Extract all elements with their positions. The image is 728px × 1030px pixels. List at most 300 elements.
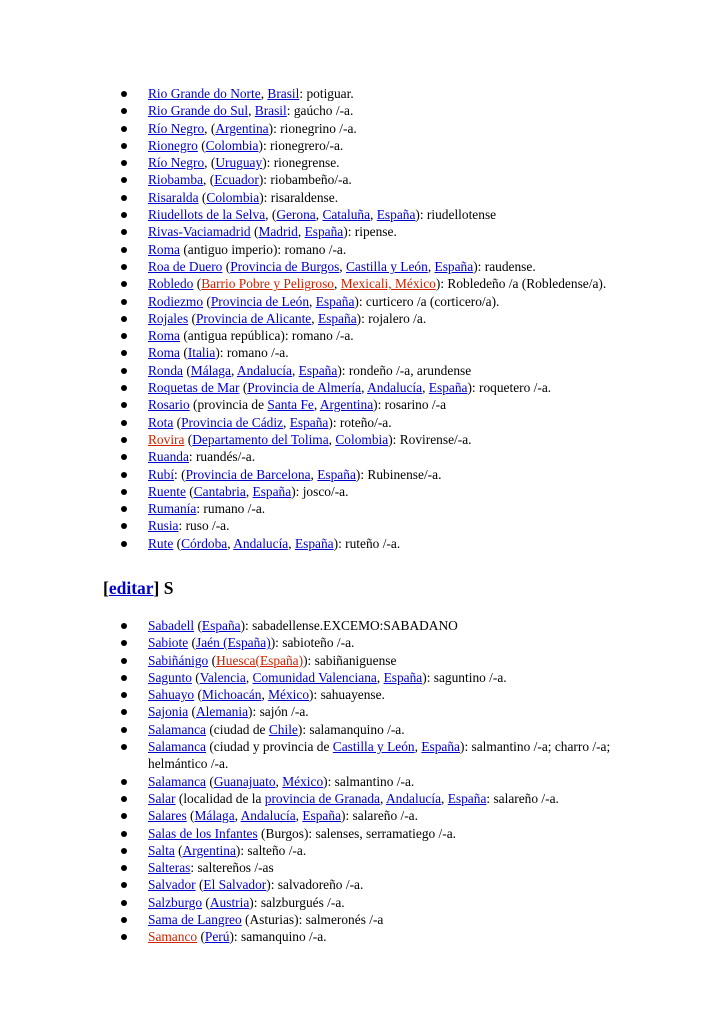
entry-text: ( [173,535,182,551]
bullet-icon [121,744,127,750]
list-item [0,876,728,893]
bullet-icon [121,831,127,837]
article-link[interactable]: Jaén (España) [195,635,271,651]
article-link[interactable]: Rosario [148,397,190,413]
article-link[interactable]: Ruanda [148,449,189,465]
list-item [0,807,728,824]
entry-text: ): sahuayense. [309,687,385,703]
article-link[interactable]: España [304,224,344,240]
entry-text: ( [203,293,211,309]
bullet-icon [121,437,127,443]
article-link[interactable]: Valencia [199,669,246,685]
entry-text: ( [173,414,182,430]
entry-text: ): roquetero /-a. [467,380,552,396]
list-item [0,721,728,738]
entry-text: ): rionegrense. [262,155,340,171]
entry-text: ): rosarino /-a [373,397,447,413]
entry-text: , ( [265,207,277,223]
entry-text: , [260,86,268,101]
entry-text: (Asturias): salmeronés /-a [241,912,384,928]
list-item [0,894,728,911]
bullet-icon [121,640,127,646]
bullet-icon [121,727,127,733]
article-link[interactable]: Departamento del Tolima [192,431,329,447]
bullet-icon [121,489,127,495]
entry-text: ): riudellotense [415,207,497,223]
entry-text: ( [185,483,194,499]
demonym-list-s [0,617,728,946]
list-item [0,137,728,154]
entry-text: ): sabadellense.EXCEMO:SABADANO [240,618,458,633]
article-link[interactable]: Málaga [194,808,235,824]
article-link[interactable]: Provincia de Cádiz [181,414,283,430]
list-item [0,790,728,807]
entry-text: (ciudad de [206,721,269,737]
list-item [0,859,728,876]
list-item [0,223,728,240]
article-link[interactable]: Rubí [148,466,175,482]
entry-text: ): samanquino /-a. [229,929,327,945]
article-link[interactable]: Salta [148,842,175,858]
entry-text: ): ripense. [343,224,397,240]
list-item [0,414,728,431]
bullet-icon [121,281,127,287]
article-link[interactable]: Sabadell [148,618,195,633]
entry-text: : potiguar. [299,86,354,101]
demonym-list-r [0,85,728,552]
missing-article-link[interactable]: Huesca(España) [216,652,304,668]
article-link[interactable]: España [447,790,487,806]
bullet-icon [121,541,127,547]
article-link[interactable]: España [289,414,329,430]
missing-article-link[interactable]: Samanco [148,929,198,945]
entry-text: ( [188,635,196,651]
bullet-icon [121,917,127,923]
entry-text: , [310,466,318,482]
entry-text: : ruso /-a. [178,518,230,534]
article-link[interactable]: Argentina [215,120,269,136]
article-link[interactable]: Riudellots de la Selva [148,207,266,223]
article-link[interactable]: Provincia de Barcelona [185,466,311,482]
article-link[interactable]: Castilla y León [332,739,415,755]
article-link[interactable]: Ruente [148,483,186,499]
article-link[interactable]: Salamanca [148,773,206,789]
entry-text: ( [195,877,204,893]
bullet-icon [121,900,127,906]
entry-text: ): salteño /-a. [235,842,307,858]
entry-text: ( [193,276,202,292]
entry-text: ): Rovirense/-a. [388,431,472,447]
bullet-icon [121,658,127,664]
entry-text: ( [206,773,214,789]
bullet-icon [121,333,127,339]
article-link[interactable]: México [268,687,310,703]
bullet-icon [121,420,127,426]
bullet-icon [121,506,127,512]
entry-text: ( [186,808,195,824]
bullet-icon [121,368,127,374]
list-item [0,258,728,275]
entry-text: ( [191,669,200,685]
bullet-icon [121,385,127,391]
entry-text: ( [222,258,231,274]
list-item [0,396,728,413]
article-link[interactable]: Brasil [254,103,287,119]
list-item [0,310,728,327]
entry-text: ): salareño /-a. [341,808,418,824]
entry-text: : gaúcho /-a. [286,103,354,119]
article-link[interactable]: Castilla y León [346,258,428,274]
article-link[interactable]: México [282,773,324,789]
entry-text: , [309,293,316,309]
missing-article-link[interactable]: Barrio Pobre y Peligroso [201,276,334,292]
article-link[interactable]: Rusia [148,518,179,534]
bullet-icon [121,247,127,253]
article-link[interactable]: Colombia [335,431,389,447]
entry-text: ( [174,842,183,858]
article-link[interactable]: Ecuador [214,172,259,188]
entry-text: ): sabiñaniguense [303,652,397,668]
article-link[interactable]: Río Negro [148,155,205,171]
article-link[interactable]: Rivas-Vaciamadrid [148,224,251,240]
entry-text: ): risaraldense. [259,189,339,205]
list-item [0,634,728,651]
article-link[interactable]: España [315,293,355,309]
list-item [0,327,728,344]
bullet-icon [121,91,127,97]
entry-text: : ruandés/-a. [188,449,256,465]
article-link[interactable]: Sama de Langreo [148,912,242,928]
article-link[interactable]: Ronda [148,362,183,378]
article-link[interactable]: Rionegro [148,137,198,153]
list-item [0,85,728,102]
article-link[interactable]: Perú [204,929,230,945]
entry-text: ): salzburgués /-a. [249,894,345,910]
missing-article-link[interactable]: Rovira [148,431,185,447]
entry-text: ): salamanquino /-a. [297,721,405,737]
article-link[interactable]: Robledo [148,276,194,292]
article-link[interactable]: Santa Fe [267,397,314,413]
entry-text: ): rionegrero/-a. [258,137,344,153]
entry-text: ): riobambeño/-a. [258,172,352,188]
article-link[interactable]: España [434,258,474,274]
article-link[interactable]: Rojales [148,310,189,326]
entry-text: , [380,790,386,806]
article-link[interactable]: Comunidad Valenciana [252,669,377,685]
list-item [0,517,728,534]
bullet-icon [121,865,127,871]
article-link[interactable]: España [317,310,357,326]
article-link[interactable]: Roa de Duero [148,258,223,274]
list-item [0,738,728,773]
article-link[interactable]: Provincia de Burgos [230,258,340,274]
article-link[interactable]: Salamanca [148,721,206,737]
list-item [0,102,728,119]
bullet-icon [121,848,127,854]
list-item [0,911,728,928]
article-link[interactable]: España [302,808,342,824]
entry-text: , [328,431,336,447]
article-link[interactable]: Andalucía [236,362,292,378]
entry-text: , [245,669,253,685]
article-link[interactable]: Rota [148,414,174,430]
article-link[interactable]: Colombia [206,189,260,205]
entry-text: : ( [174,466,186,482]
entry-text: ( [197,929,205,945]
article-link[interactable]: Salvador [148,877,196,893]
entry-text: , [297,224,305,240]
article-link[interactable]: Austria [209,894,250,910]
entry-text: : saltereños /-as [190,860,274,876]
article-link[interactable]: Sahuayo [148,687,195,703]
entry-text: , [315,207,323,223]
article-link[interactable]: Río Negro [148,120,205,136]
list-item [0,241,728,258]
entry-text: ( [250,224,259,240]
entry-text: , [361,380,368,396]
bullet-icon [121,796,127,802]
article-link[interactable]: Alemania [195,704,249,720]
list-item [0,154,728,171]
article-link[interactable]: Sabiñánigo [148,652,209,668]
entry-text: , [230,362,237,378]
bullet-icon [121,402,127,408]
section-heading-s [103,577,173,599]
list-item [0,189,728,206]
article-link[interactable]: Andalucía [367,380,423,396]
list-item [0,431,728,448]
bullet-icon [121,472,127,478]
article-link[interactable]: Italia [187,345,216,361]
bullet-icon [121,779,127,785]
entry-text: ): raudense. [473,258,536,274]
article-link[interactable]: España [383,669,423,685]
article-link[interactable]: Andalucía [240,808,296,824]
bullet-icon [121,264,127,270]
article-link[interactable]: Roma [148,345,180,361]
bullet-icon [121,108,127,114]
article-link[interactable]: Cataluña [322,207,371,223]
missing-article-link[interactable]: Mexicali, México [340,276,436,292]
list-item [0,825,728,842]
entry-text: ): salmantino /-a; charro /-a; helmántico /-a. [148,739,611,772]
article-link[interactable]: Rodiezmo [148,293,204,309]
entry-text: ( [208,652,217,668]
article-link[interactable]: Roma [148,328,180,344]
entry-text: ): salvadoreño /-a. [266,877,364,893]
article-link[interactable]: España [201,618,241,633]
list-item [0,669,728,686]
article-link[interactable]: España [298,362,338,378]
entry-text: , [283,414,290,430]
entry-text: (provincia de [189,397,268,413]
list-item [0,535,728,552]
entry-text: , [311,310,318,326]
article-link[interactable]: Provincia de Almería [247,380,362,396]
bullet-icon [121,523,127,529]
entry-text: , ( [203,172,215,188]
list-item [0,120,728,137]
bullet-icon [121,675,127,681]
entry-text: , [370,207,377,223]
article-link[interactable]: Argentina [182,842,236,858]
entry-text: ( [239,380,248,396]
article-link[interactable]: Risaralda [148,189,199,205]
entry-text: , [414,739,422,755]
entry-text: ): curticero /a (corticero/a). [354,293,500,309]
article-link[interactable]: Michoacán [201,687,262,703]
bullet-icon [121,692,127,698]
article-link[interactable]: Andalucía [233,535,289,551]
article-link[interactable]: Rio Grande do Norte [148,86,261,101]
entry-text: ): roteño/-a. [328,414,392,430]
bullet-icon [121,195,127,201]
article-link[interactable]: España [317,466,356,482]
list-item [0,928,728,945]
article-link[interactable]: Provincia de León [210,293,310,309]
article-link[interactable]: España [294,535,334,551]
article-link[interactable]: Gerona [276,207,316,223]
article-link[interactable]: Sagunto [148,669,192,685]
entry-text: : rumano /-a. [196,501,266,517]
entry-text: , ( [204,155,216,171]
article-link[interactable]: Roma [148,241,180,257]
list-item [0,703,728,720]
article-link[interactable]: Rumanía [148,501,197,517]
entry-text: ): sabioteño /-a. [270,635,355,651]
entry-text: , [376,669,384,685]
heading-title: ] S [153,578,174,598]
list-item [0,344,728,361]
list-item [0,448,728,465]
bullet-icon [121,177,127,183]
article-link[interactable]: España [252,483,292,499]
article-link[interactable]: Sabiote [148,635,189,651]
article-link[interactable]: Uruguay [215,155,263,171]
article-link[interactable]: provincia de Granada [264,790,381,806]
list-item [0,206,728,223]
entry-text: , [291,362,299,378]
article-link[interactable]: Roquetas de Mar [148,380,240,396]
article-link[interactable]: Rio Grande do Sul [148,103,249,119]
entry-text: ): saguntino /-a. [422,669,507,685]
article-link[interactable]: El Salvador [203,877,267,893]
entry-text: : salareño /-a. [486,790,559,806]
entry-text: ( [194,618,202,633]
article-link[interactable]: Chile [268,721,298,737]
article-link[interactable]: Salamanca [148,739,206,755]
article-link[interactable]: Madrid [258,224,298,240]
article-link[interactable]: Brasil [267,86,300,101]
entry-text: ( [180,345,188,361]
article-link[interactable]: Argentina [319,397,374,413]
article-link[interactable]: España [428,380,468,396]
list-item [0,500,728,517]
bullet-icon [121,212,127,218]
bullet-icon [121,454,127,460]
list-item [0,686,728,703]
list-item [0,466,728,483]
edit-link[interactable]: editar [108,578,154,598]
entry-text: ): Robledeño /a (Robledense/a). [435,276,607,292]
entry-text: , [245,483,253,499]
article-link[interactable]: Salzburgo [148,894,203,910]
article-link[interactable]: Málaga [190,362,231,378]
bullet-icon [121,350,127,356]
entry-text: ): rondeño /-a, arundense [337,362,472,378]
list-item [0,293,728,310]
entry-text: , [288,535,295,551]
entry-text: , [275,773,283,789]
entry-text: ): rojalero /a. [356,310,427,326]
list-item [0,842,728,859]
list-item [0,773,728,790]
entry-text: ( [202,894,210,910]
article-link[interactable]: Rute [148,535,174,551]
entry-text: , [339,258,346,274]
article-link[interactable]: Riobamba [148,172,204,188]
entry-text: , [234,808,241,824]
bullet-icon [121,126,127,132]
bullet-icon [121,623,127,629]
list-item [0,362,728,379]
entry-text: ): romano /-a. [215,345,289,361]
article-link[interactable]: Salares [148,808,187,824]
entry-text: (Burgos): salenses, serramatiego /-a. [257,825,457,841]
entry-text: ): ruteño /-a. [333,535,401,551]
article-link[interactable]: Guanajuato [213,773,276,789]
article-link[interactable]: Salteras [148,860,191,876]
article-link[interactable]: Provincia de Alicante [195,310,312,326]
bullet-icon [121,143,127,149]
list-item [0,275,728,292]
entry-text: ( [194,687,202,703]
entry-text: (antigua república): romano /-a. [180,328,354,344]
entry-text: , [261,687,269,703]
list-item [0,379,728,396]
entry-text: ( [188,704,196,720]
entry-text: (ciudad y provincia de [206,739,333,755]
bullet-icon [121,882,127,888]
entry-text: ): rionegrino /-a. [268,120,357,136]
list-item [0,617,728,634]
article-link[interactable]: Cantabria [193,483,246,499]
list-item [0,652,728,669]
article-link[interactable]: España [421,739,460,755]
bullet-icon [121,299,127,305]
article-link[interactable]: Salar [148,790,176,806]
entry-text: , [427,258,435,274]
bullet-icon [121,316,127,322]
entry-text: , [441,790,448,806]
entry-text: (localidad de la [175,790,265,806]
article-link[interactable]: Salas de los Infantes [148,825,258,841]
heading-open-bracket: [ [103,578,109,598]
entry-text: ): Rubinense/-a. [355,466,442,482]
bullet-icon [121,160,127,166]
entry-text: , [248,103,255,119]
article-link[interactable]: Córdoba [181,535,228,551]
list-item [0,171,728,188]
entry-text: ( [182,362,191,378]
article-link[interactable]: Colombia [205,137,259,153]
entry-text: , [422,380,429,396]
entry-text: , [295,808,303,824]
article-link[interactable]: Sajonia [148,704,189,720]
article-link[interactable]: Andalucía [385,790,442,806]
article-link[interactable]: España [376,207,416,223]
entry-text: (antiguo imperio): romano /-a. [180,241,347,257]
